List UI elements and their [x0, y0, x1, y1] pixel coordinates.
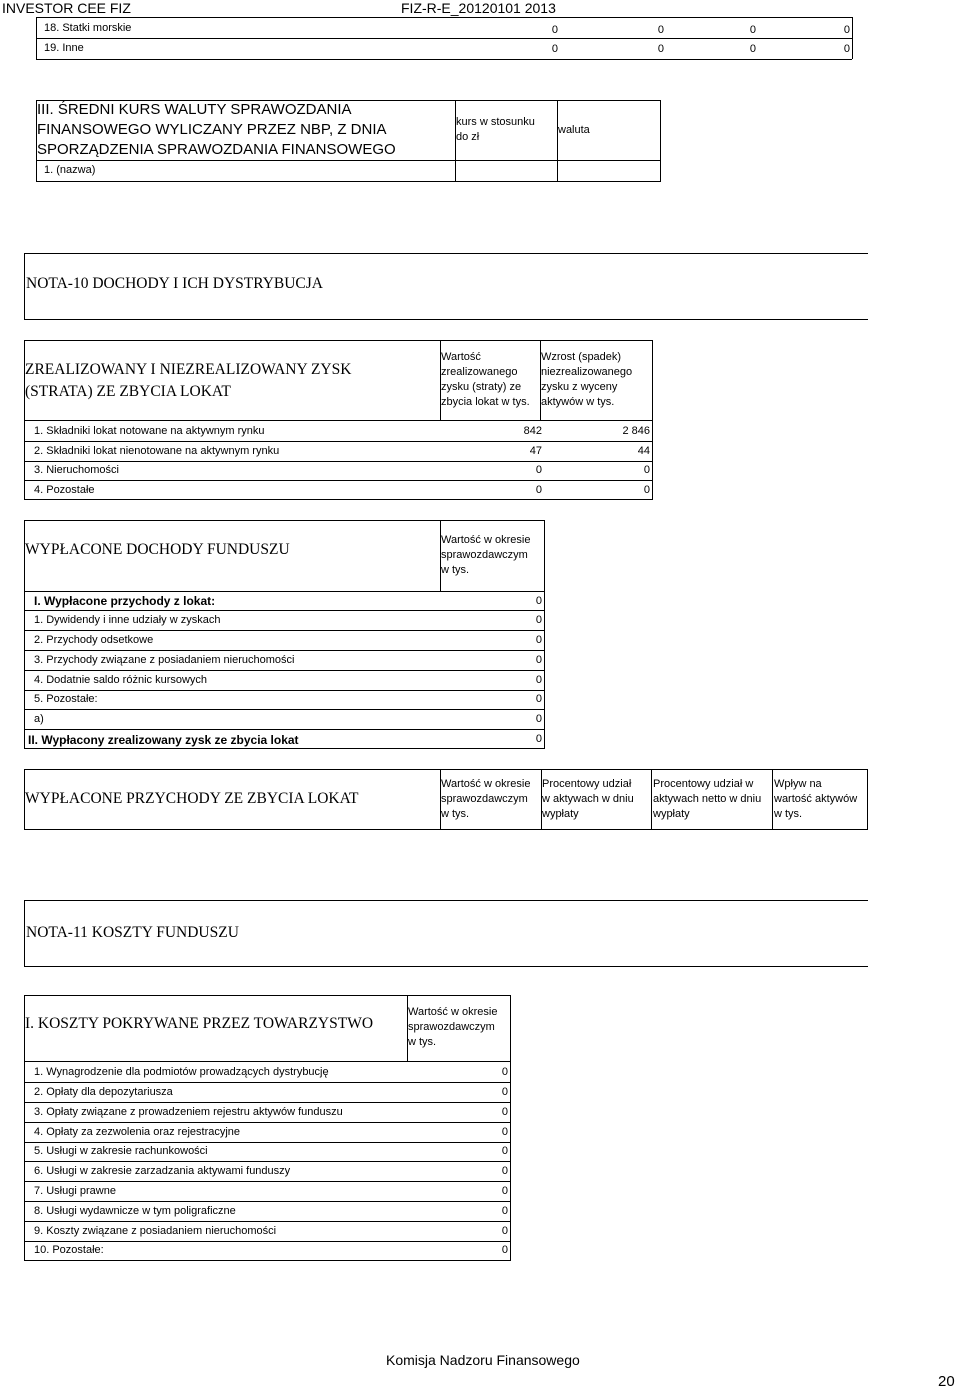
table-row-label: 2. Opłaty dla depozytariusza [34, 1086, 173, 1098]
table-cell: 0 [643, 484, 650, 496]
table-cell: 0 [501, 1145, 508, 1157]
table-cell: 2 846 [622, 425, 650, 437]
table-row-label: 7. Usługi prawne [34, 1185, 116, 1197]
table-title: I. KOSZTY POKRYWANE PRZEZ TOWARZYSTWO [25, 1015, 374, 1032]
table-cell: 0 [535, 693, 542, 705]
table-row-label: a) [34, 713, 44, 725]
table-cell: 0 [843, 24, 850, 36]
table-title: ZREALIZOWANY I NIEZREALIZOWANY ZYSK [25, 361, 352, 378]
section-title: SPORZĄDZENIA SPRAWOZDANIA FINANSOWEGO [37, 141, 396, 158]
table-cell: 0 [501, 1185, 508, 1197]
column-header-kurs: kurs w stosunku do zł [456, 116, 535, 143]
table-cell: 0 [551, 24, 558, 36]
table-cell: 0 [501, 1225, 508, 1237]
table-row-label: 3. Przychody związane z posiadaniem nieruchomości [34, 654, 295, 666]
table-cell: 0 [535, 733, 542, 745]
table-row-label: 4. Dodatnie saldo różnic kursowych [34, 674, 208, 686]
column-header: Wzrost (spadek) niezrealizowanego zysku z wyceny aktywów w tys. [541, 351, 633, 408]
table-row-label: 2. Składniki lokat nienotowane na aktywnym rynku [34, 445, 280, 457]
column-header-waluta: waluta [558, 124, 590, 136]
table-cell: 0 [749, 43, 756, 55]
table-cell: 0 [551, 43, 558, 55]
footer-text: Komisja Nadzoru Finansowego [386, 1352, 580, 1368]
table-cell: 0 [535, 713, 542, 725]
column-header: Wartość w okresie sprawozdawczym w tys. [408, 1006, 498, 1048]
table-cell: 0 [535, 484, 542, 496]
column-header: Wpływ na wartość aktywów w tys. [774, 778, 858, 820]
table-cell: 47 [529, 445, 542, 457]
table-cell: 0 [535, 595, 542, 607]
table-cell: 0 [501, 1205, 508, 1217]
table-cell: 0 [501, 1106, 508, 1118]
table-cell: 0 [843, 43, 850, 55]
section-title: III. ŚREDNI KURS WALUTY SPRAWOZDANIA [37, 101, 352, 118]
table-cell: 0 [501, 1165, 508, 1177]
column-header: Wartość w okresie sprawozdawczym w tys. [441, 534, 531, 576]
table-cell: 0 [535, 674, 542, 686]
table-row-label: 1. Składniki lokat notowane na aktywnym rynku [34, 425, 265, 437]
column-header: Procentowy udział w aktywach netto w dniu wypłaty [653, 778, 762, 820]
table-cell: 0 [501, 1126, 508, 1138]
table-cell: 0 [643, 464, 650, 476]
section-title: FINANSOWEGO WYLICZANY PRZEZ NBP, Z DNIA [37, 121, 387, 138]
table-row-label: 1. Dywidendy i inne udziały w zyskach [34, 614, 221, 626]
table-cell: 0 [501, 1086, 508, 1098]
table-cell: 0 [657, 43, 664, 55]
table-cell: 0 [535, 654, 542, 666]
table-cell: 0 [749, 24, 756, 36]
table-row-label: 5. Usługi w zakresie rachunkowości [34, 1145, 208, 1157]
table-row-label: 3. Opłaty związane z prowadzeniem rejestru aktywów funduszu [34, 1106, 343, 1118]
table-cell: 0 [501, 1066, 508, 1078]
table-row-label: 18. Statki morskie [44, 22, 132, 34]
table-cell: 842 [523, 425, 542, 437]
table-row-label: 1. (nazwa) [44, 164, 96, 176]
table-row-label: 4. Opłaty za zezwolenia oraz rejestracyjne [34, 1126, 241, 1138]
header-fund-name: INVESTOR CEE FIZ [2, 0, 131, 16]
table-cell: 44 [637, 445, 650, 457]
table-row-label: II. Wypłacony zrealizowany zysk ze zbycia lokat [28, 733, 299, 747]
table-cell: 0 [535, 464, 542, 476]
page-title: NOTA-11 KOSZTY FUNDUSZU [26, 924, 239, 941]
table-row-label: 8. Usługi wydawnicze w tym poligraficzne [34, 1205, 236, 1217]
table-row-label: 9. Koszty związane z posiadaniem nieruchomości [34, 1225, 277, 1237]
page-number: 20 [938, 1373, 955, 1390]
table-row-label: 10. Pozostałe: [34, 1244, 104, 1256]
column-header: Wartość w okresie sprawozdawczym w tys. [441, 778, 531, 820]
header-report-code: FIZ-R-E_20120101 2013 [401, 0, 556, 16]
table-cell: 0 [657, 24, 664, 36]
table-cell: 0 [501, 1244, 508, 1256]
table-row-label: 3. Nieruchomości [34, 464, 119, 476]
table-row-label: 19. Inne [44, 42, 84, 54]
table-row-label: I. Wypłacone przychody z lokat: [34, 594, 216, 608]
table-row-label: 2. Przychody odsetkowe [34, 634, 154, 646]
table-row-label: 4. Pozostałe [34, 484, 95, 496]
column-header: Wartość zrealizowanego zysku (straty) ze zbycia lokat w tys. [441, 351, 530, 408]
table-cell: 0 [535, 614, 542, 626]
table-row-label: 5. Pozostałe: [34, 693, 98, 705]
column-header: Procentowy udział w aktywach w dniu wypłaty [542, 778, 634, 820]
table-row-label: 6. Usługi w zakresie zarzadzania aktywami funduszy [34, 1165, 291, 1177]
table-title: WYPŁACONE DOCHODY FUNDUSZU [25, 541, 290, 558]
table-cell: 0 [535, 634, 542, 646]
table-row-label: 1. Wynagrodzenie dla podmiotów prowadzących dystrybucję [34, 1066, 329, 1078]
table-title: WYPŁACONE PRZYCHODY ZE ZBYCIA LOKAT [25, 790, 359, 807]
page-title: NOTA-10 DOCHODY I ICH DYSTRYBUCJA [26, 275, 323, 292]
table-title: (STRATA) ZE ZBYCIA LOKAT [25, 383, 231, 400]
